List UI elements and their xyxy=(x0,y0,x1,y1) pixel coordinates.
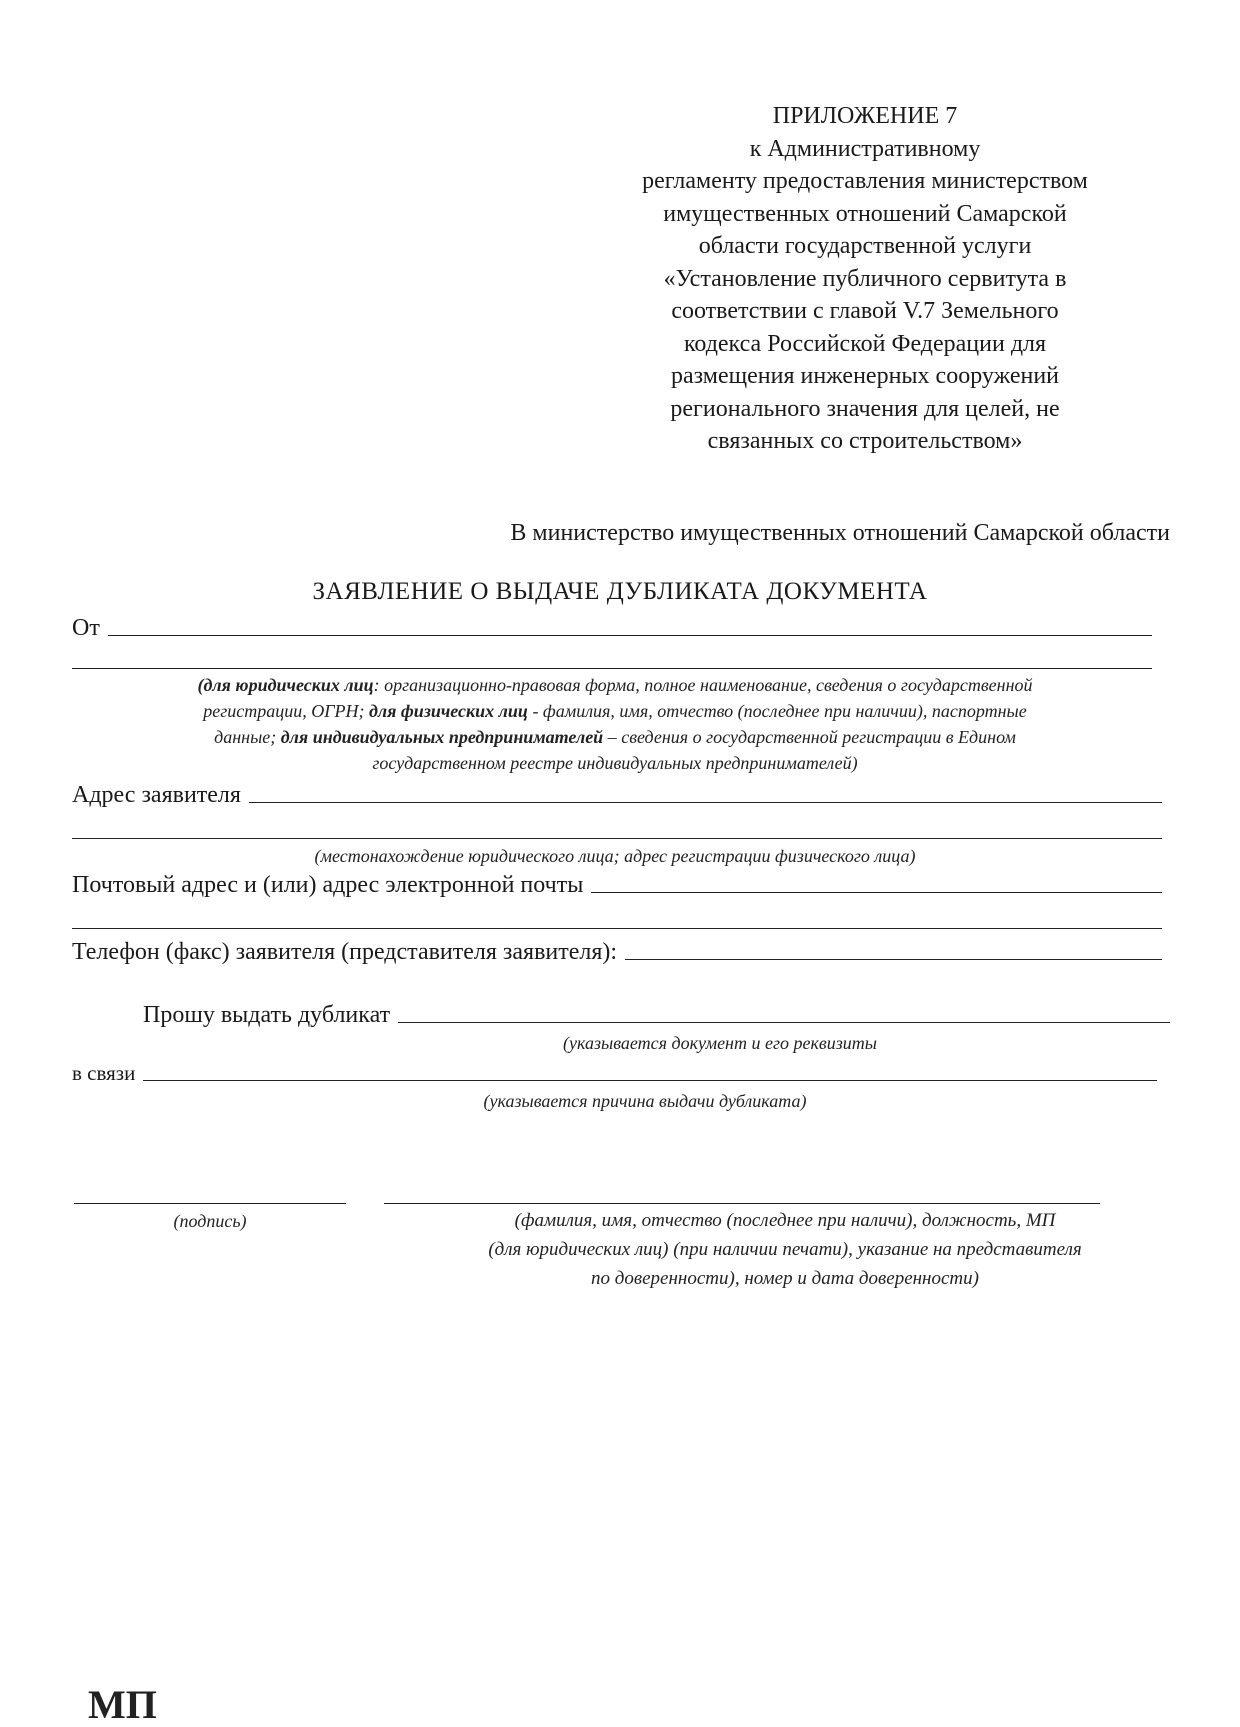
appendix-line: к Административному xyxy=(749,135,981,162)
appendix-line: области государственной услуги xyxy=(698,233,1032,259)
hint-bold: для индивидуальных предпринимателей xyxy=(280,727,604,747)
phone-input-line[interactable] xyxy=(625,959,1162,960)
postal-input-line[interactable] xyxy=(591,892,1162,893)
hint-text: регистрации, ОГРН; xyxy=(203,701,369,721)
postal-row xyxy=(72,870,1162,900)
document-title: ЗАЯВЛЕНИЕ О ВЫДАЧЕ ДУБЛИКАТА ДОКУМЕНТА xyxy=(312,578,928,605)
from-hint xyxy=(60,672,1170,776)
appendix-line: размещения инженерных сооружений xyxy=(670,363,1060,389)
reason-input-line[interactable] xyxy=(143,1080,1157,1081)
bottom-mark xyxy=(88,1682,178,1727)
postal-input-line-2[interactable] xyxy=(72,928,1162,929)
request-hint: (указывается документ и его реквизиты xyxy=(563,1033,877,1053)
appendix-line: связанных со строительством» xyxy=(707,428,1023,454)
signer-hint xyxy=(380,1206,1190,1293)
address-label: Адрес заявителя xyxy=(72,782,241,808)
hint-text: : организационно-правовая форма, полное наименование, сведения о государственной xyxy=(373,675,1033,695)
reason-hint: (указывается причина выдачи дубликата) xyxy=(483,1091,807,1111)
from-hint-line-1 xyxy=(60,672,1170,698)
hint-bold: (для юридических лиц xyxy=(197,675,374,695)
hint-text: данные; xyxy=(214,727,281,747)
from-hint-line-2 xyxy=(60,698,1170,724)
signer-hint-line: (для юридических лиц) (при наличии печати), указание на представителя xyxy=(488,1239,1082,1260)
from-row xyxy=(72,613,1152,643)
signature-hint: (подпись) xyxy=(173,1211,247,1231)
hint-text: - фамилия, имя, отчество (последнее при наличии), паспортные xyxy=(527,701,1027,721)
from-input-line-2[interactable] xyxy=(72,668,1152,669)
request-row xyxy=(143,1000,1170,1030)
appendix-header xyxy=(610,100,1120,458)
addressee-line: В министерство имущественных отношений Самарской области xyxy=(510,520,1170,546)
appendix-line: кодекса Российской Федерации для xyxy=(683,330,1047,357)
signer-name-input-line[interactable] xyxy=(384,1203,1100,1204)
hint-bold: для физических лиц xyxy=(368,701,528,721)
postal-label: Почтовый адрес и (или) адрес электронной почты xyxy=(72,872,584,898)
appendix-line: «Установление публичного сервитута в xyxy=(663,265,1067,292)
signature-input-line[interactable] xyxy=(74,1203,346,1204)
signer-hint-line: по доверенности), номер и дата доверенности) xyxy=(591,1268,979,1289)
appendix-line: имущественных отношений Самарской xyxy=(663,200,1067,227)
appendix-line: ПРИЛОЖЕНИЕ 7 xyxy=(772,103,958,129)
phone-row xyxy=(72,937,1162,967)
from-label: От xyxy=(72,615,100,641)
appendix-line: регионального значения для целей, не xyxy=(670,395,1060,422)
appendix-line: регламенту предоставления министерством xyxy=(642,168,1088,194)
appendix-line: соответствии с главой V.7 Земельного xyxy=(671,298,1059,324)
phone-label: Телефон (факс) заявителя (представителя заявителя): xyxy=(72,939,618,965)
bottom-mark-text: МП xyxy=(88,1682,157,1727)
request-input-line[interactable] xyxy=(398,1022,1170,1023)
reason-row xyxy=(72,1058,1157,1088)
request-label: Прошу выдать дубликат xyxy=(143,1002,391,1028)
from-hint-line-3 xyxy=(60,724,1170,750)
address-row xyxy=(72,780,1162,810)
address-input-line[interactable] xyxy=(249,802,1162,803)
hint-text: – сведения о государственной регистрации в Едином xyxy=(603,727,1016,747)
address-hint: (местонахождение юридического лица; адрес регистрации физического лица) xyxy=(314,846,916,866)
reason-label: в связи xyxy=(72,1061,136,1085)
signer-hint-line: (фамилия, имя, отчество (последнее при наличи), должность, МП xyxy=(514,1210,1056,1231)
address-input-line-2[interactable] xyxy=(72,838,1162,839)
from-hint-line-4: государственном реестре индивидуальных предпринимателей) xyxy=(372,753,858,773)
from-input-line[interactable] xyxy=(108,635,1152,636)
